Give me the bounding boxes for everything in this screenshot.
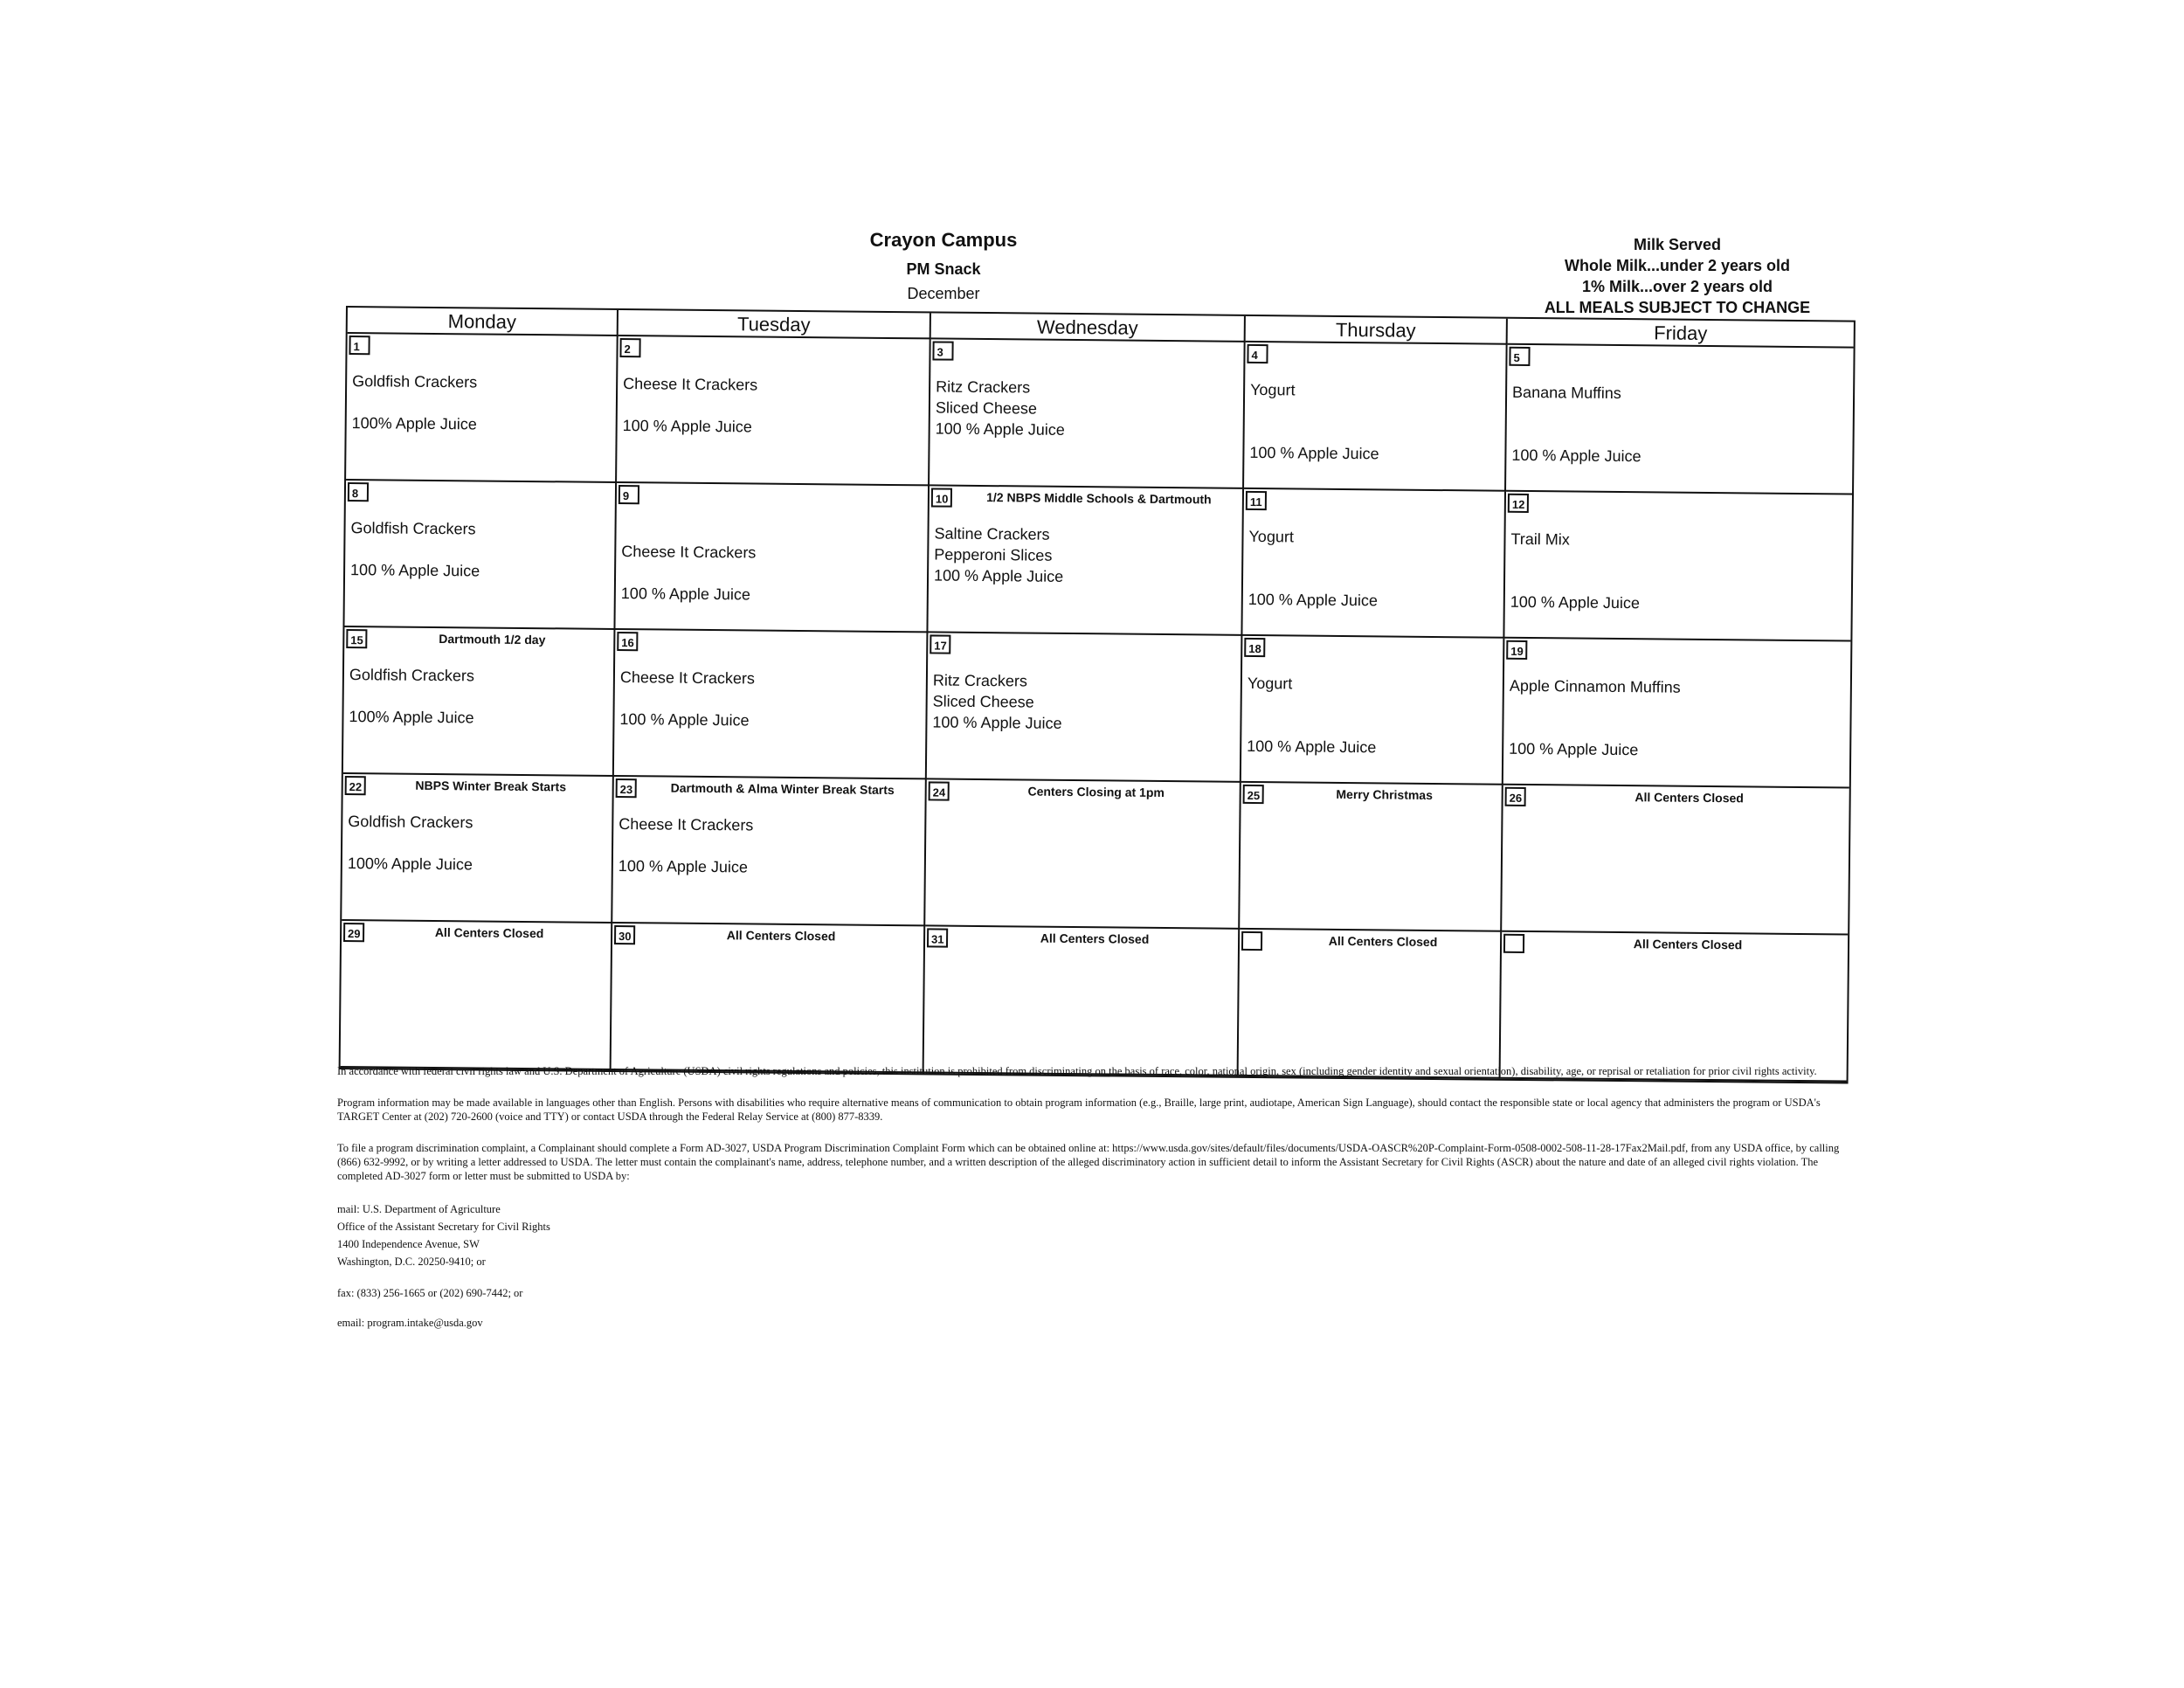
snack-item: Pepperoni Slices	[934, 545, 1053, 564]
snack-list	[936, 376, 1066, 439]
day-number	[1503, 934, 1524, 953]
milk-notice-line: ALL MEALS SUBJECT TO CHANGE	[1544, 299, 1811, 316]
day-cell	[1503, 639, 1851, 789]
day-note: All Centers Closed	[434, 925, 544, 941]
snack-item	[1510, 696, 1681, 719]
day-number: 31	[927, 928, 948, 947]
day-note: Merry Christmas	[1336, 786, 1434, 802]
day-note: Dartmouth & Alma Winter Break Starts	[670, 780, 895, 798]
day-number: 25	[1243, 785, 1264, 804]
snack-item: Yogurt	[1247, 674, 1293, 693]
milk-notice	[1485, 234, 1870, 318]
snack-list	[348, 811, 473, 875]
day-note: All Centers Closed	[1635, 790, 1744, 806]
day-number: 12	[1508, 494, 1529, 513]
milk-notice-line: 1% Milk...over 2 years old	[1581, 278, 1773, 295]
snack-item: Goldfish Crackers	[348, 813, 473, 832]
day-note: All Centers Closed	[1040, 930, 1150, 946]
snack-item	[1512, 424, 1641, 446]
day-cell	[1502, 785, 1849, 936]
snack-item	[621, 562, 756, 584]
snack-item: 100% Apple Juice	[349, 708, 474, 727]
day-note: Dartmouth 1/2 day	[439, 632, 546, 647]
snack-list	[1247, 673, 1377, 758]
snack-item: 100 % Apple Juice	[1247, 737, 1377, 757]
snack-item	[349, 685, 474, 707]
snack-list	[1511, 382, 1641, 467]
day-cell	[617, 336, 931, 486]
civil-rights-paragraph: In accordance with federal civil rights law and U.S. Department of Agriculture (USDA) civil rights regulations and policies, this institution is prohibited from discriminating on the basis of race, color, national origin, sex (including gender identity and sexual orientation), disability, age, or reprisal or retaliation for prior civil rights activity.	[337, 1065, 1817, 1077]
snack-item: 100% Apple Juice	[351, 414, 477, 433]
fax-line: fax: (833) 256-1665 or (202) 690-7442; or	[337, 1287, 523, 1299]
day-note: Centers Closing at 1pm	[1027, 784, 1165, 800]
snack-item: Yogurt	[1250, 380, 1296, 399]
snack-list	[621, 520, 757, 605]
snack-item: Cheese It Crackers	[619, 815, 754, 834]
snack-item	[1248, 547, 1378, 569]
day-cell	[612, 924, 926, 1073]
snack-item	[1510, 550, 1640, 571]
day-cell	[924, 926, 1241, 1076]
snack-item: Cheese It Crackers	[623, 375, 758, 394]
weekday-header: Thursday	[1246, 316, 1508, 345]
snack-item	[1250, 400, 1379, 422]
snack-item: Sliced Cheese	[935, 398, 1038, 418]
day-number: 19	[1506, 640, 1527, 660]
weekday-header: Friday	[1508, 319, 1854, 349]
snack-item	[620, 688, 755, 709]
milk-notice-line: Whole Milk...under 2 years old	[1564, 257, 1791, 274]
day-number: 5	[1509, 347, 1530, 366]
milk-notice-line: Milk Served	[1633, 236, 1722, 253]
language-access-paragraph: Program information may be made available in languages other than English. Persons with disabilities who require alternative means of communication to obtain program information (e.g., Braille, large print, audiotape, American Sign Language), should contact the responsible state or local agency that administers the program or USDA's TARGET Center at (202) 720-2600 (voice and TTY) or contact USDA through the Federal Relay Service at (800) 877-8339.	[337, 1097, 1821, 1123]
day-number: 8	[348, 482, 369, 502]
day-cell	[928, 486, 1244, 635]
snack-item: 100 % Apple Juice	[1511, 446, 1641, 466]
snack-list	[1510, 529, 1641, 613]
snack-item: Goldfish Crackers	[349, 666, 475, 685]
snack-item: Cheese It Crackers	[619, 668, 756, 688]
day-number: 4	[1247, 344, 1268, 363]
page-subtitle: PM Snack	[906, 260, 981, 278]
snack-item: Ritz Crackers	[932, 671, 1028, 690]
snack-item: Goldfish Crackers	[352, 372, 478, 391]
page-title: Crayon Campus	[869, 229, 1018, 251]
day-cell	[1241, 636, 1505, 785]
snack-item	[1509, 717, 1680, 740]
weekday-header: Wednesday	[931, 313, 1246, 342]
day-number: 9	[619, 485, 639, 504]
weekday-header: Monday	[348, 308, 619, 336]
day-number: 17	[930, 634, 950, 654]
snack-item	[1512, 403, 1641, 425]
snack-item: Banana Muffins	[1512, 383, 1621, 403]
day-cell	[342, 774, 614, 924]
snack-list	[352, 370, 478, 434]
day-note: All Centers Closed	[1633, 937, 1743, 952]
day-number: 26	[1505, 787, 1526, 806]
nondiscrimination-statement	[337, 1064, 1840, 1330]
snack-list	[1248, 526, 1379, 611]
day-number: 29	[343, 923, 364, 942]
snack-item: Yogurt	[1248, 527, 1294, 546]
snack-item: Cheese It Crackers	[621, 543, 757, 562]
snack-item: Apple Cinnamon Muffins	[1509, 676, 1681, 696]
day-cell	[1504, 492, 1852, 642]
day-number	[1241, 931, 1262, 951]
weekday-header: Tuesday	[619, 310, 931, 339]
day-cell	[346, 334, 619, 483]
snack-item	[1510, 571, 1640, 592]
snack-item: Sliced Cheese	[932, 692, 1034, 711]
day-cell	[615, 483, 930, 633]
day-cell	[344, 481, 617, 630]
day-number: 22	[345, 776, 366, 795]
snack-list	[934, 522, 1064, 586]
day-cell	[1239, 930, 1503, 1079]
address-line: 1400 Independence Avenue, SW	[337, 1238, 480, 1250]
day-number: 10	[931, 488, 952, 507]
day-note: NBPS Winter Break Starts	[415, 778, 567, 794]
snack-item: 100 % Apple Juice	[622, 417, 752, 436]
snack-item	[352, 391, 477, 413]
address-line: Washington, D.C. 20250-9410; or	[337, 1256, 486, 1268]
day-number: 16	[617, 632, 638, 651]
day-note: All Centers Closed	[1328, 933, 1438, 950]
day-cell	[612, 777, 927, 926]
snack-item	[1250, 421, 1379, 443]
day-number: 24	[929, 781, 950, 800]
snack-item	[1247, 715, 1376, 737]
snack-item: 100 % Apple Juice	[1249, 443, 1379, 463]
day-cell	[927, 633, 1243, 782]
snack-list	[1249, 379, 1379, 464]
snack-item	[623, 394, 757, 416]
complaint-paragraph: To file a program discrimination complaint, a Complainant should complete a Form AD-3027, USDA Program Discrimination Complaint Form which can be obtained online at: https://www.usda.gov/sites/default/files/documents/USDA-OASCR%20P-Complaint-Form-0508-0002-508-11-28-17Fax2Mail.pdf, from any USDA office, by calling (866) 632-9992, or by writing a letter addressed to USDA. The letter must contain the complainant's name, address, telephone number, and a written description of the alleged discriminatory action in sufficient detail to inform the Assistant Secretary for Civil Rights (ASCR) about the nature and date of an alleged civil rights violation. The completed AD-3027 form or letter must be submitted to USDA by:	[337, 1142, 1840, 1182]
address-line: mail: U.S. Department of Agriculture	[337, 1203, 501, 1215]
snack-item: 100 % Apple Juice	[619, 710, 750, 730]
snack-item: 100 % Apple Juice	[932, 713, 1062, 732]
day-number: 1	[349, 336, 370, 355]
day-cell	[614, 630, 929, 779]
snack-item: 100 % Apple Juice	[1509, 739, 1639, 759]
snack-list	[623, 373, 758, 437]
snack-item: 100 % Apple Juice	[933, 566, 1064, 585]
snack-item: 100 % Apple Juice	[620, 585, 751, 604]
snack-item	[1248, 568, 1378, 590]
snack-item: Trail Mix	[1510, 529, 1570, 549]
day-cell	[1501, 932, 1849, 1083]
day-number: 3	[932, 341, 953, 360]
snack-item: Saltine Crackers	[934, 524, 1050, 543]
day-cell	[925, 779, 1241, 929]
month-label: December	[907, 285, 980, 302]
snack-item	[350, 538, 480, 560]
snack-list	[932, 669, 1062, 733]
day-cell	[1240, 783, 1503, 932]
snack-list	[349, 664, 474, 728]
day-number: 18	[1244, 638, 1265, 657]
snack-list	[619, 813, 754, 877]
day-cell	[343, 627, 616, 777]
snack-item: Ritz Crackers	[936, 377, 1031, 397]
day-note: All Centers Closed	[726, 928, 836, 944]
day-cell	[930, 339, 1246, 488]
day-cell	[1244, 342, 1508, 492]
address-line: Office of the Assistant Secretary for Civil Rights	[337, 1221, 550, 1233]
snack-list	[350, 517, 480, 581]
day-number: 2	[619, 338, 640, 357]
snack-list	[619, 667, 755, 730]
snack-item: 100 % Apple Juice	[350, 561, 480, 580]
day-number: 23	[616, 778, 637, 798]
day-cell	[341, 921, 613, 1070]
day-number: 30	[614, 925, 635, 944]
day-number: 11	[1246, 491, 1267, 510]
snack-item	[621, 520, 756, 542]
day-note: 1/2 NBPS Middle Schools & Dartmouth	[986, 490, 1212, 507]
mailing-address	[337, 1200, 1840, 1270]
snack-item: 100 % Apple Juice	[935, 419, 1065, 439]
snack-item	[619, 834, 753, 856]
snack-list	[1509, 675, 1681, 761]
day-number: 15	[346, 629, 367, 648]
day-cell	[1242, 489, 1506, 639]
snack-item: 100 % Apple Juice	[618, 857, 749, 876]
snack-item: 100 % Apple Juice	[1248, 590, 1379, 610]
snack-item	[1248, 694, 1377, 716]
snack-item: Goldfish Crackers	[350, 519, 476, 538]
day-cell	[1506, 345, 1854, 495]
email-line: email: program.intake@usda.gov	[337, 1317, 483, 1329]
snack-item: 100 % Apple Juice	[1510, 592, 1641, 612]
snack-item	[348, 832, 473, 854]
menu-calendar	[339, 306, 1856, 1084]
snack-item: 100% Apple Juice	[347, 854, 473, 874]
